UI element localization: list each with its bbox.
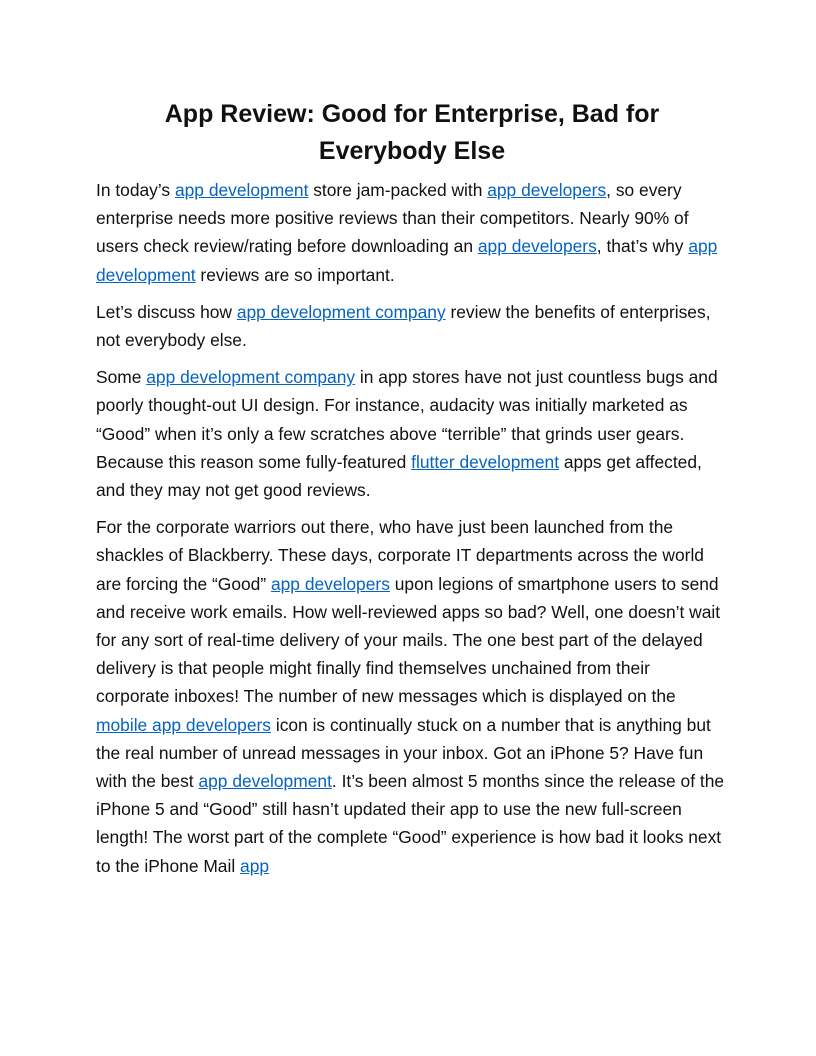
document-page <box>96 96 728 889</box>
paragraph <box>96 513 728 880</box>
inline-link[interactable]: app development <box>174 180 309 200</box>
inline-link[interactable]: app development <box>96 236 718 285</box>
paragraph-text: store jam-packed with <box>308 180 488 200</box>
inline-link[interactable]: app developers <box>477 236 597 257</box>
paragraph-text: in app stores have not just countless bugs and poorly thought-out UI design. For instance, audacity was initially marketed as “Good” when it’s only a few scratches above “terrible” that grinds user gears. Because this reason some fully-featured <box>96 367 718 472</box>
paragraph-text: , so every enterprise needs more positive reviews than their competitors. Nearly 90% of users check review/rating before downloading an <box>96 180 689 257</box>
paragraph-text: apps get affected, and they may not get good reviews. <box>96 451 702 501</box>
paragraph <box>96 176 728 289</box>
paragraph-text: Let’s discuss how <box>96 301 237 322</box>
inline-link[interactable]: flutter development <box>411 451 560 472</box>
paragraph-text: For the corporate warriors out there, who have just been launched from the shackles of Blackberry. These days, corporate IT departments across the world are forcing the “Good” <box>96 517 704 594</box>
inline-link[interactable]: app development company <box>236 301 446 322</box>
paragraph-text: reviews are so important. <box>195 264 395 285</box>
paragraph-text: Some <box>96 367 147 388</box>
inline-link[interactable]: app development <box>198 771 332 792</box>
inline-link[interactable]: app development company <box>146 367 356 388</box>
paragraph-text: upon legions of smartphone users to send and receive work emails. How well-reviewed apps so bad? Well, one doesn’t wait for any sort of real-time delivery of your mails. The one best part of the delayed delivery is that people might finally find themselves unchained from their corporate inboxes! The number of new messages which is displayed on the <box>96 573 721 707</box>
document-body <box>96 176 728 880</box>
paragraph-text: review the benefits of enterprises, not everybody else. <box>96 301 711 351</box>
paragraph-text: . It’s been almost 5 months since the release of the iPhone 5 and “Good” still hasn’t updated their app to use the new full-screen length! The worst part of the complete “Good” experience is how bad it looks next to the iPhone Mail <box>96 771 725 876</box>
paragraph-text: In today’s <box>96 180 175 200</box>
paragraph-text: icon is continually stuck on a number that is anything but the real number of unread messages in your inbox. Got an iPhone 5? Have fun with the best <box>96 714 711 792</box>
paragraph <box>96 298 728 354</box>
document-title: App Review: Good for Enterprise, Bad for Everybody Else <box>164 100 660 165</box>
inline-link[interactable]: app <box>240 855 270 876</box>
inline-link[interactable]: mobile app developers <box>96 714 271 735</box>
paragraph-text: , that’s why <box>596 236 689 257</box>
inline-link[interactable]: app developers <box>487 180 607 200</box>
paragraph <box>96 363 728 504</box>
inline-link[interactable]: app developers <box>270 573 390 594</box>
